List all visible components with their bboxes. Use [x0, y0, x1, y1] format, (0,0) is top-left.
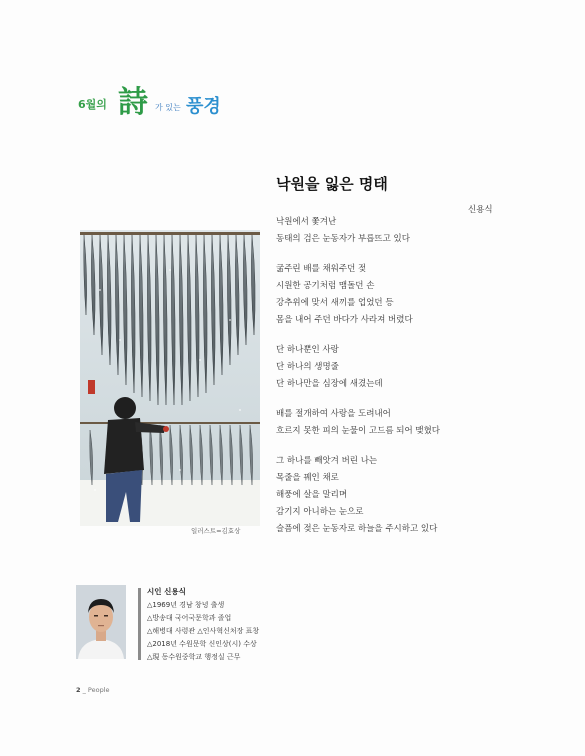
- page-footer: [76, 686, 110, 694]
- poem-line: 슬픔에 젖은 눈동자로 하늘을 주시하고 있다: [276, 524, 438, 534]
- poem-stanza: [276, 214, 556, 248]
- poem-title: 낙원을 잃은 명태: [276, 175, 388, 193]
- poem-line: 낙원에서 쫓겨난: [276, 217, 337, 227]
- bio-item: △방송대 국어국문학과 졸업: [147, 614, 232, 622]
- poem-line: 강추위에 맞서 새끼를 업었던 등: [276, 298, 394, 308]
- poem-line: 시원한 공기처럼 맴돌던 손: [276, 281, 375, 291]
- bio-title: 시인 신용식: [147, 587, 186, 596]
- poem-line: 감기지 아니하는 눈으로: [276, 507, 364, 517]
- poem-line: 목줄을 꿰인 채로: [276, 473, 339, 483]
- poem-line: 동태의 검은 눈동자가 부릅뜨고 있다: [276, 234, 410, 244]
- poem-line: 몸을 내어 주던 바다가 사라져 버렸다: [276, 315, 413, 325]
- poem-stanza: [276, 453, 556, 538]
- poem-author: 신용식: [468, 205, 493, 215]
- poet-bio: [147, 585, 259, 664]
- poem-line: 단 하나만을 심장에 새겼는데: [276, 379, 383, 389]
- header-month: 6월의: [78, 98, 107, 111]
- header-poem-char: 詩: [118, 85, 148, 120]
- bio-item: △해병대 사령관 △인사혁신처장 표창: [147, 627, 260, 635]
- poem-stanza: [276, 342, 556, 393]
- poem-line: 단 하나의 생명줄: [276, 362, 339, 372]
- bio-item: △2018년 수원문학 신인상(시) 수상: [147, 640, 257, 648]
- illustration-dried-pollack: [80, 230, 260, 526]
- poem-body: [276, 214, 556, 551]
- poem-line: 흐르지 못한 피의 눈물이 고드름 되어 맺혔다: [276, 426, 441, 436]
- footer-section: _ People: [82, 686, 110, 694]
- illustration-credit: 일러스트=김효상: [191, 527, 241, 535]
- poem-line: 단 하나뿐인 사랑: [276, 345, 339, 355]
- page-number: 2: [76, 686, 81, 694]
- poem-stanza: [276, 406, 556, 440]
- bio-item: △現 동수원중학교 행정실 근무: [147, 653, 241, 661]
- header-scene: 풍경: [186, 96, 221, 117]
- poem-line: 그 하나를 빼앗겨 버린 나는: [276, 456, 378, 466]
- header-small-text: 가 있는: [155, 103, 181, 112]
- bio-item: △1969년 경남 창녕 출생: [147, 601, 225, 609]
- poem-stanza: [276, 261, 556, 329]
- poem-line: 굶주린 배를 채워주던 젖: [276, 264, 367, 274]
- bio-divider: [138, 588, 141, 660]
- poet-photo: [76, 585, 126, 659]
- poem-line: 배를 절개하여 사랑을 도려내어: [276, 409, 391, 419]
- poem-line: 해풍에 살을 말리며: [276, 490, 348, 500]
